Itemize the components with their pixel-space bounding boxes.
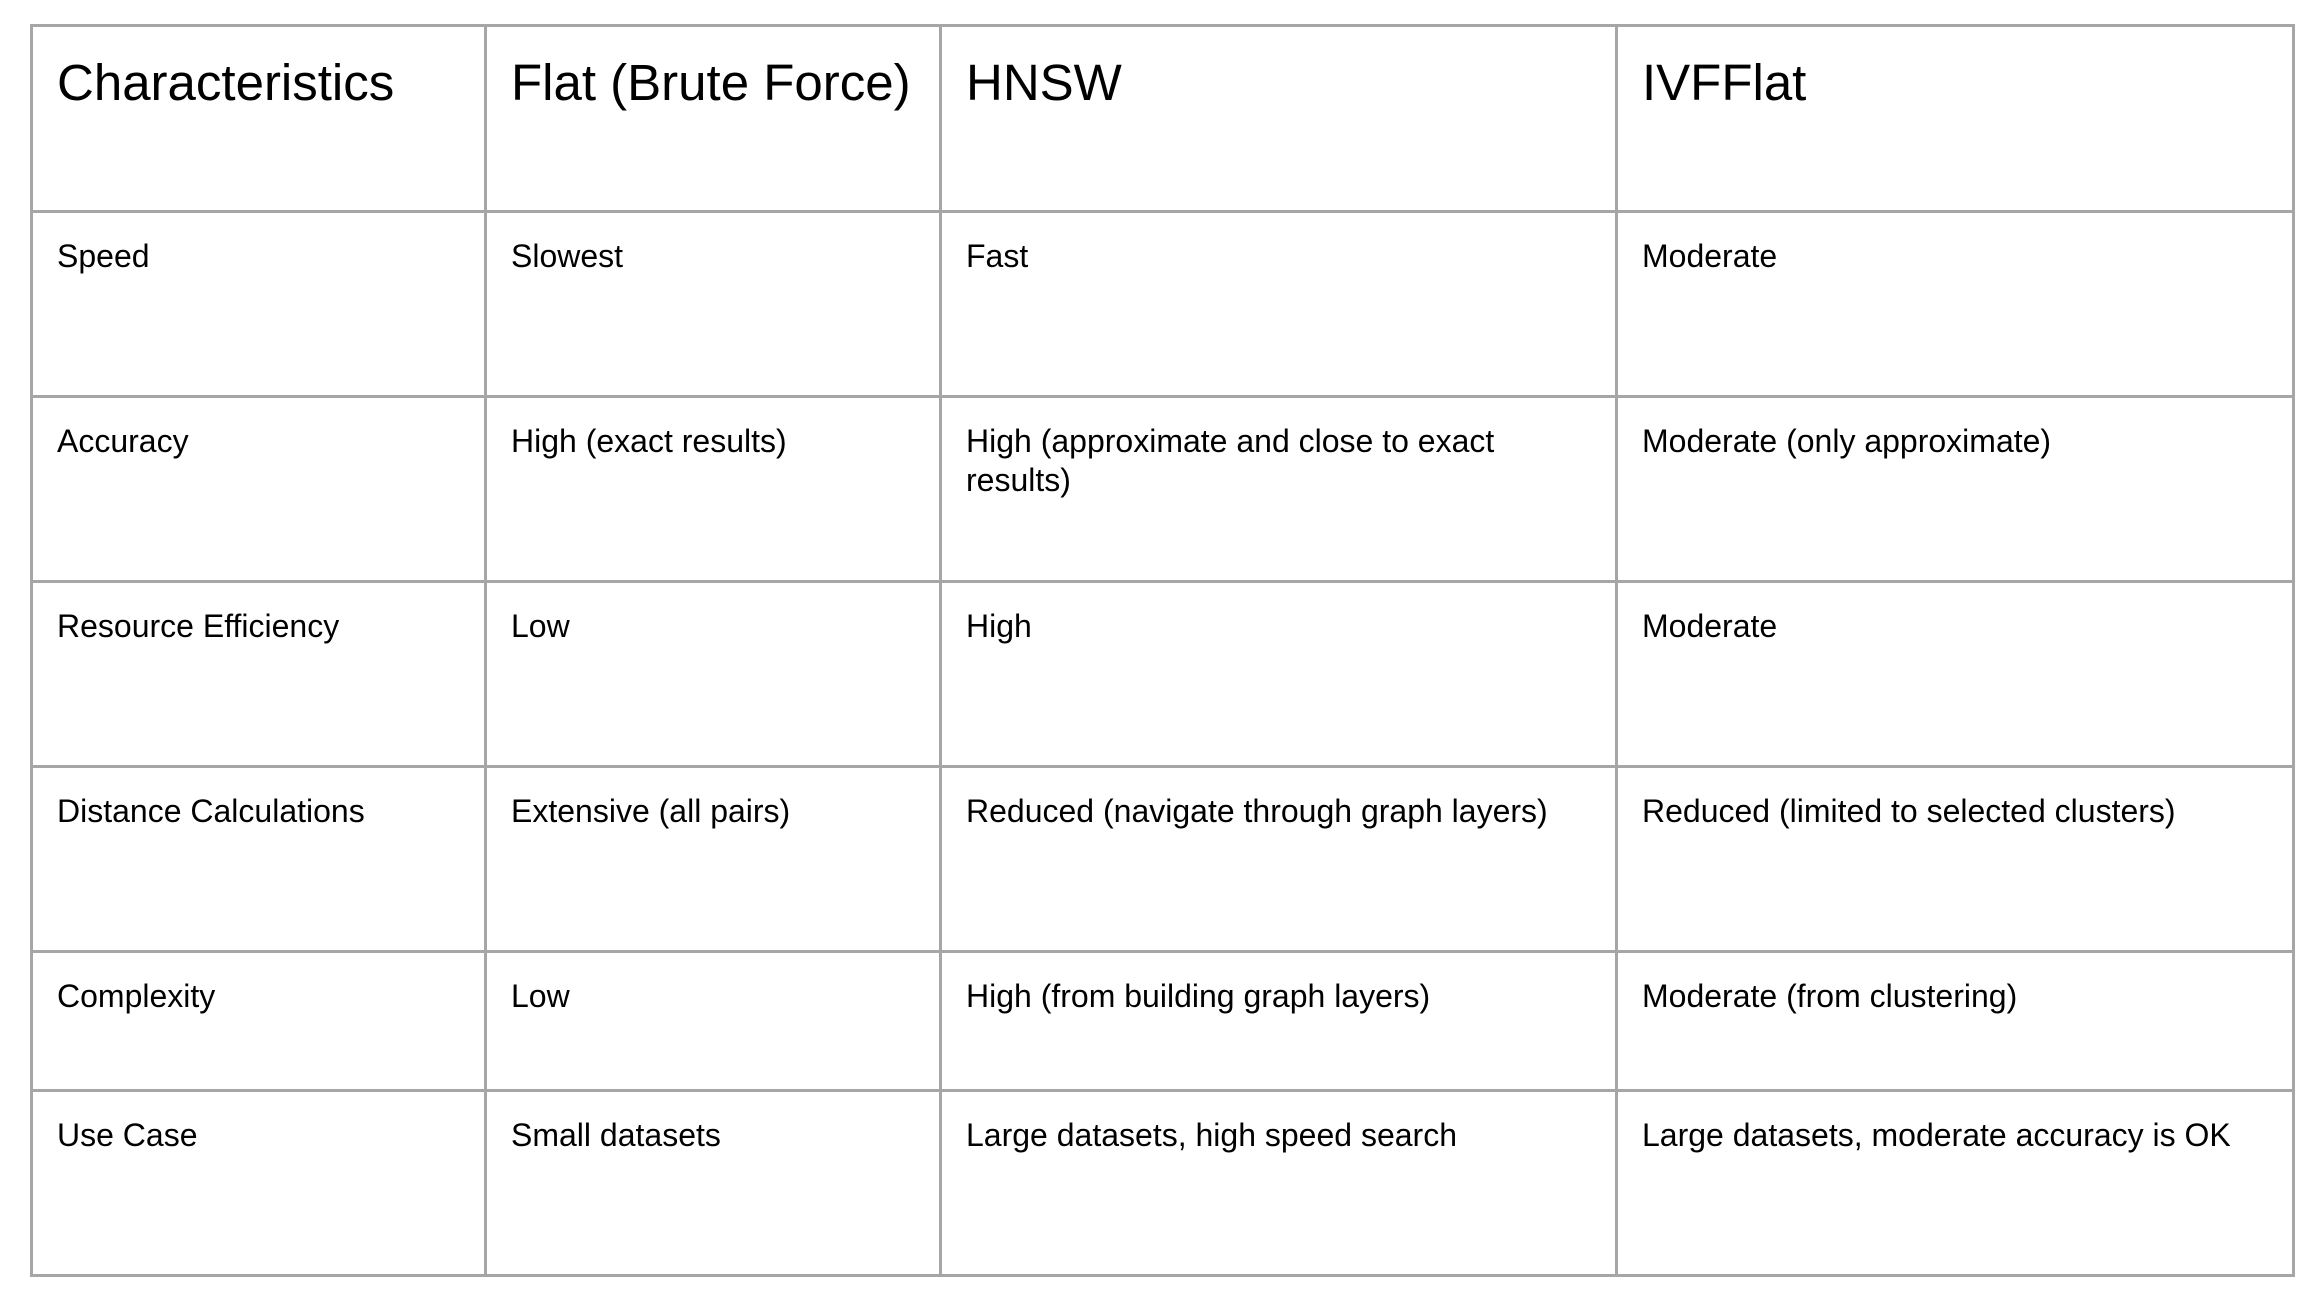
table-row-complexity bbox=[32, 952, 2294, 1091]
row-label-cell: Distance Calculations bbox=[32, 767, 486, 952]
row-label-cell: Complexity bbox=[32, 952, 486, 1091]
header-ivfflat: IVFFlat bbox=[1617, 26, 2294, 212]
flat-cell: Low bbox=[486, 952, 941, 1091]
hnsw-cell: High (from building graph layers) bbox=[941, 952, 1617, 1091]
hnsw-cell: High (approximate and close to exact results) bbox=[941, 397, 1617, 582]
row-label-cell: Resource Efficiency bbox=[32, 582, 486, 767]
row-label-cell: Use Case bbox=[32, 1091, 486, 1276]
table-row-speed bbox=[32, 212, 2294, 397]
flat-cell: Low bbox=[486, 582, 941, 767]
flat-cell: Slowest bbox=[486, 212, 941, 397]
table-row-accuracy bbox=[32, 397, 2294, 582]
ivfflat-cell: Moderate bbox=[1617, 212, 2294, 397]
header-characteristics: Characteristics bbox=[32, 26, 486, 212]
ivfflat-cell: Moderate (only approximate) bbox=[1617, 397, 2294, 582]
hnsw-cell: Large datasets, high speed search bbox=[941, 1091, 1617, 1276]
flat-cell: Extensive (all pairs) bbox=[486, 767, 941, 952]
table-row-resource-efficiency bbox=[32, 582, 2294, 767]
flat-cell: Small datasets bbox=[486, 1091, 941, 1276]
header-flat: Flat (Brute Force) bbox=[486, 26, 941, 212]
hnsw-cell: High bbox=[941, 582, 1617, 767]
row-label-cell: Speed bbox=[32, 212, 486, 397]
hnsw-cell: Reduced (navigate through graph layers) bbox=[941, 767, 1617, 952]
ivfflat-cell: Moderate (from clustering) bbox=[1617, 952, 2294, 1091]
ivfflat-cell: Reduced (limited to selected clusters) bbox=[1617, 767, 2294, 952]
ivfflat-cell: Moderate bbox=[1617, 582, 2294, 767]
table-row-use-case bbox=[32, 1091, 2294, 1276]
hnsw-cell: Fast bbox=[941, 212, 1617, 397]
comparison-table bbox=[30, 24, 2295, 1277]
row-label-cell: Accuracy bbox=[32, 397, 486, 582]
flat-cell: High (exact results) bbox=[486, 397, 941, 582]
ivfflat-cell: Large datasets, moderate accuracy is OK bbox=[1617, 1091, 2294, 1276]
table-row-distance-calculations bbox=[32, 767, 2294, 952]
table-header-row bbox=[32, 26, 2294, 212]
header-hnsw: HNSW bbox=[941, 26, 1617, 212]
